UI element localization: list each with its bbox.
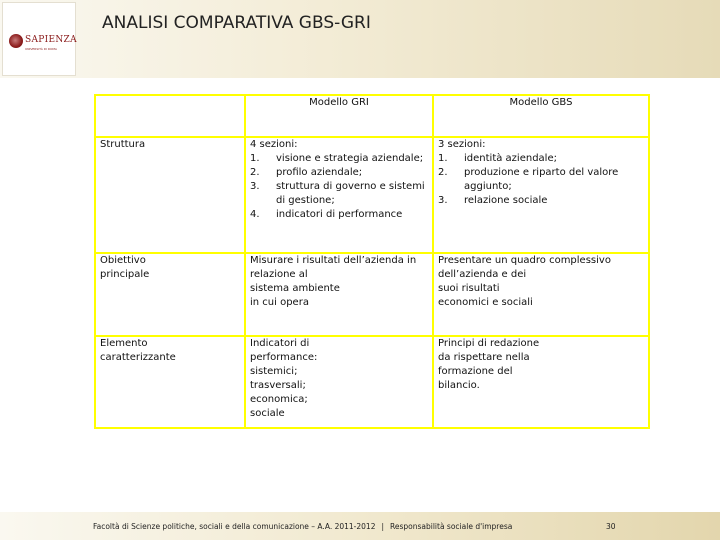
column-header-gri: Modello GRI (245, 95, 433, 137)
footer-course: Responsabilità sociale d'impresa (390, 522, 513, 531)
gri-objective-cell: Misurare i risultati dell’azienda in relazione al sistema ambiente in cui opera (245, 253, 433, 336)
footer-text (93, 522, 512, 531)
column-header-gbs: Modello GBS (433, 95, 649, 137)
row-label: Obiettivo principale (95, 253, 245, 336)
gbs-structure-intro: 3 sezioni: (438, 139, 486, 150)
table-row (95, 137, 649, 253)
logo-subtitle: UNIVERSITÀ DI ROMA (25, 47, 57, 51)
page-number: 30 (606, 522, 616, 531)
list-item: 4. indicatori di performance (250, 209, 403, 220)
gri-structure-list (250, 152, 428, 222)
gbs-element-cell: Principi di redazione da rispettare nella formazione del bilancio. (433, 336, 649, 428)
gri-element-cell: Indicatori di performance: sistemici; trasversali; economica; sociale (245, 336, 433, 428)
footer-separator: | (381, 522, 384, 531)
table-row (95, 336, 649, 428)
page-title: ANALISI COMPARATIVA GBS-GRI (102, 13, 371, 33)
row-label: Elemento caratterizzante (95, 336, 245, 428)
list-item: 1. identità aziendale; (438, 153, 557, 164)
gbs-structure-cell (433, 137, 649, 253)
logo-name: SAPIENZA (25, 35, 77, 45)
row-label: Struttura (95, 137, 245, 253)
university-logo (2, 2, 76, 76)
gri-structure-intro: 4 sezioni: (250, 139, 298, 150)
header-band (0, 0, 720, 78)
list-item: 2. produzione e riparto del valore aggiunto; (438, 167, 619, 192)
table-row (95, 253, 649, 336)
gbs-structure-list (438, 152, 644, 208)
university-seal-icon (9, 34, 23, 48)
footer-faculty: Facoltà di Scienze politiche, sociali e della comunicazione – A.A. 2011-2012 (93, 522, 376, 531)
list-item: 3. relazione sociale (438, 195, 548, 206)
table-header-row (95, 95, 649, 137)
gri-structure-cell (245, 137, 433, 253)
gbs-objective-cell: Presentare un quadro complessivo dell’azienda e dei suoi risultati economici e sociali (433, 253, 649, 336)
column-header-empty (95, 95, 245, 137)
comparison-table (94, 94, 650, 429)
list-item: 1. visione e strategia aziendale; (250, 153, 424, 164)
list-item: 2. profilo aziendale; (250, 167, 363, 178)
list-item: 3. struttura di governo e sistemi di gestione; (250, 181, 425, 206)
